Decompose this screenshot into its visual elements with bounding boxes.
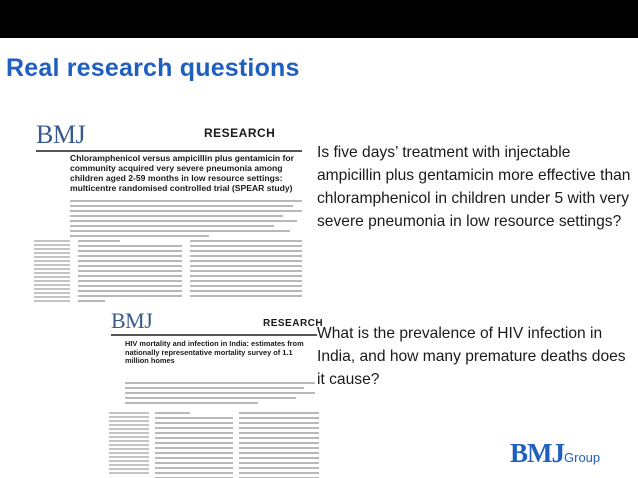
article-thumbnail-hiv <box>105 300 325 478</box>
article-title: Chloramphenicol versus ampicillin plus gentamicin for community acquired very severe pneumonia among children aged 2-59 months in low resource settings: multicentre randomised controlled trial (SPEAR study) <box>70 153 294 193</box>
question-hiv: What is the prevalence of HIV infection in India, and how many premature deaths does it cause? <box>317 325 626 388</box>
abstract-column-right <box>239 412 319 478</box>
bmj-logo: BMJ <box>111 308 153 333</box>
affiliations-column <box>34 240 70 304</box>
question-pneumonia: Is five days’ treatment with injectable ampicillin plus gentamicin more effective than chloramphenicol in children under 5 with very severe pneumonia in low resource settings? <box>317 144 631 230</box>
header-rule <box>36 150 302 152</box>
slide-title: Real research questions <box>6 54 300 82</box>
bmj-group-logo-main: BMJ <box>510 438 564 468</box>
author-list <box>125 382 315 407</box>
top-bar <box>0 0 638 38</box>
abstract-column-left <box>155 412 233 478</box>
header-rule <box>111 334 317 336</box>
bmj-group-logo <box>510 438 600 469</box>
abstract-column-left <box>78 240 182 305</box>
abstract-column-right <box>190 240 302 305</box>
bmj-group-logo-sub: Group <box>564 450 601 465</box>
section-label: RESEARCH <box>204 126 276 140</box>
section-label: RESEARCH <box>263 318 324 329</box>
author-list <box>70 200 302 240</box>
bmj-logo: BMJ <box>36 120 86 149</box>
affiliations-column <box>109 412 149 476</box>
article-thumbnail-spear <box>30 112 310 322</box>
article-title: HIV mortality and infection in India: estimates from nationally representative mortality survey of 1.1 million homes <box>125 339 304 366</box>
